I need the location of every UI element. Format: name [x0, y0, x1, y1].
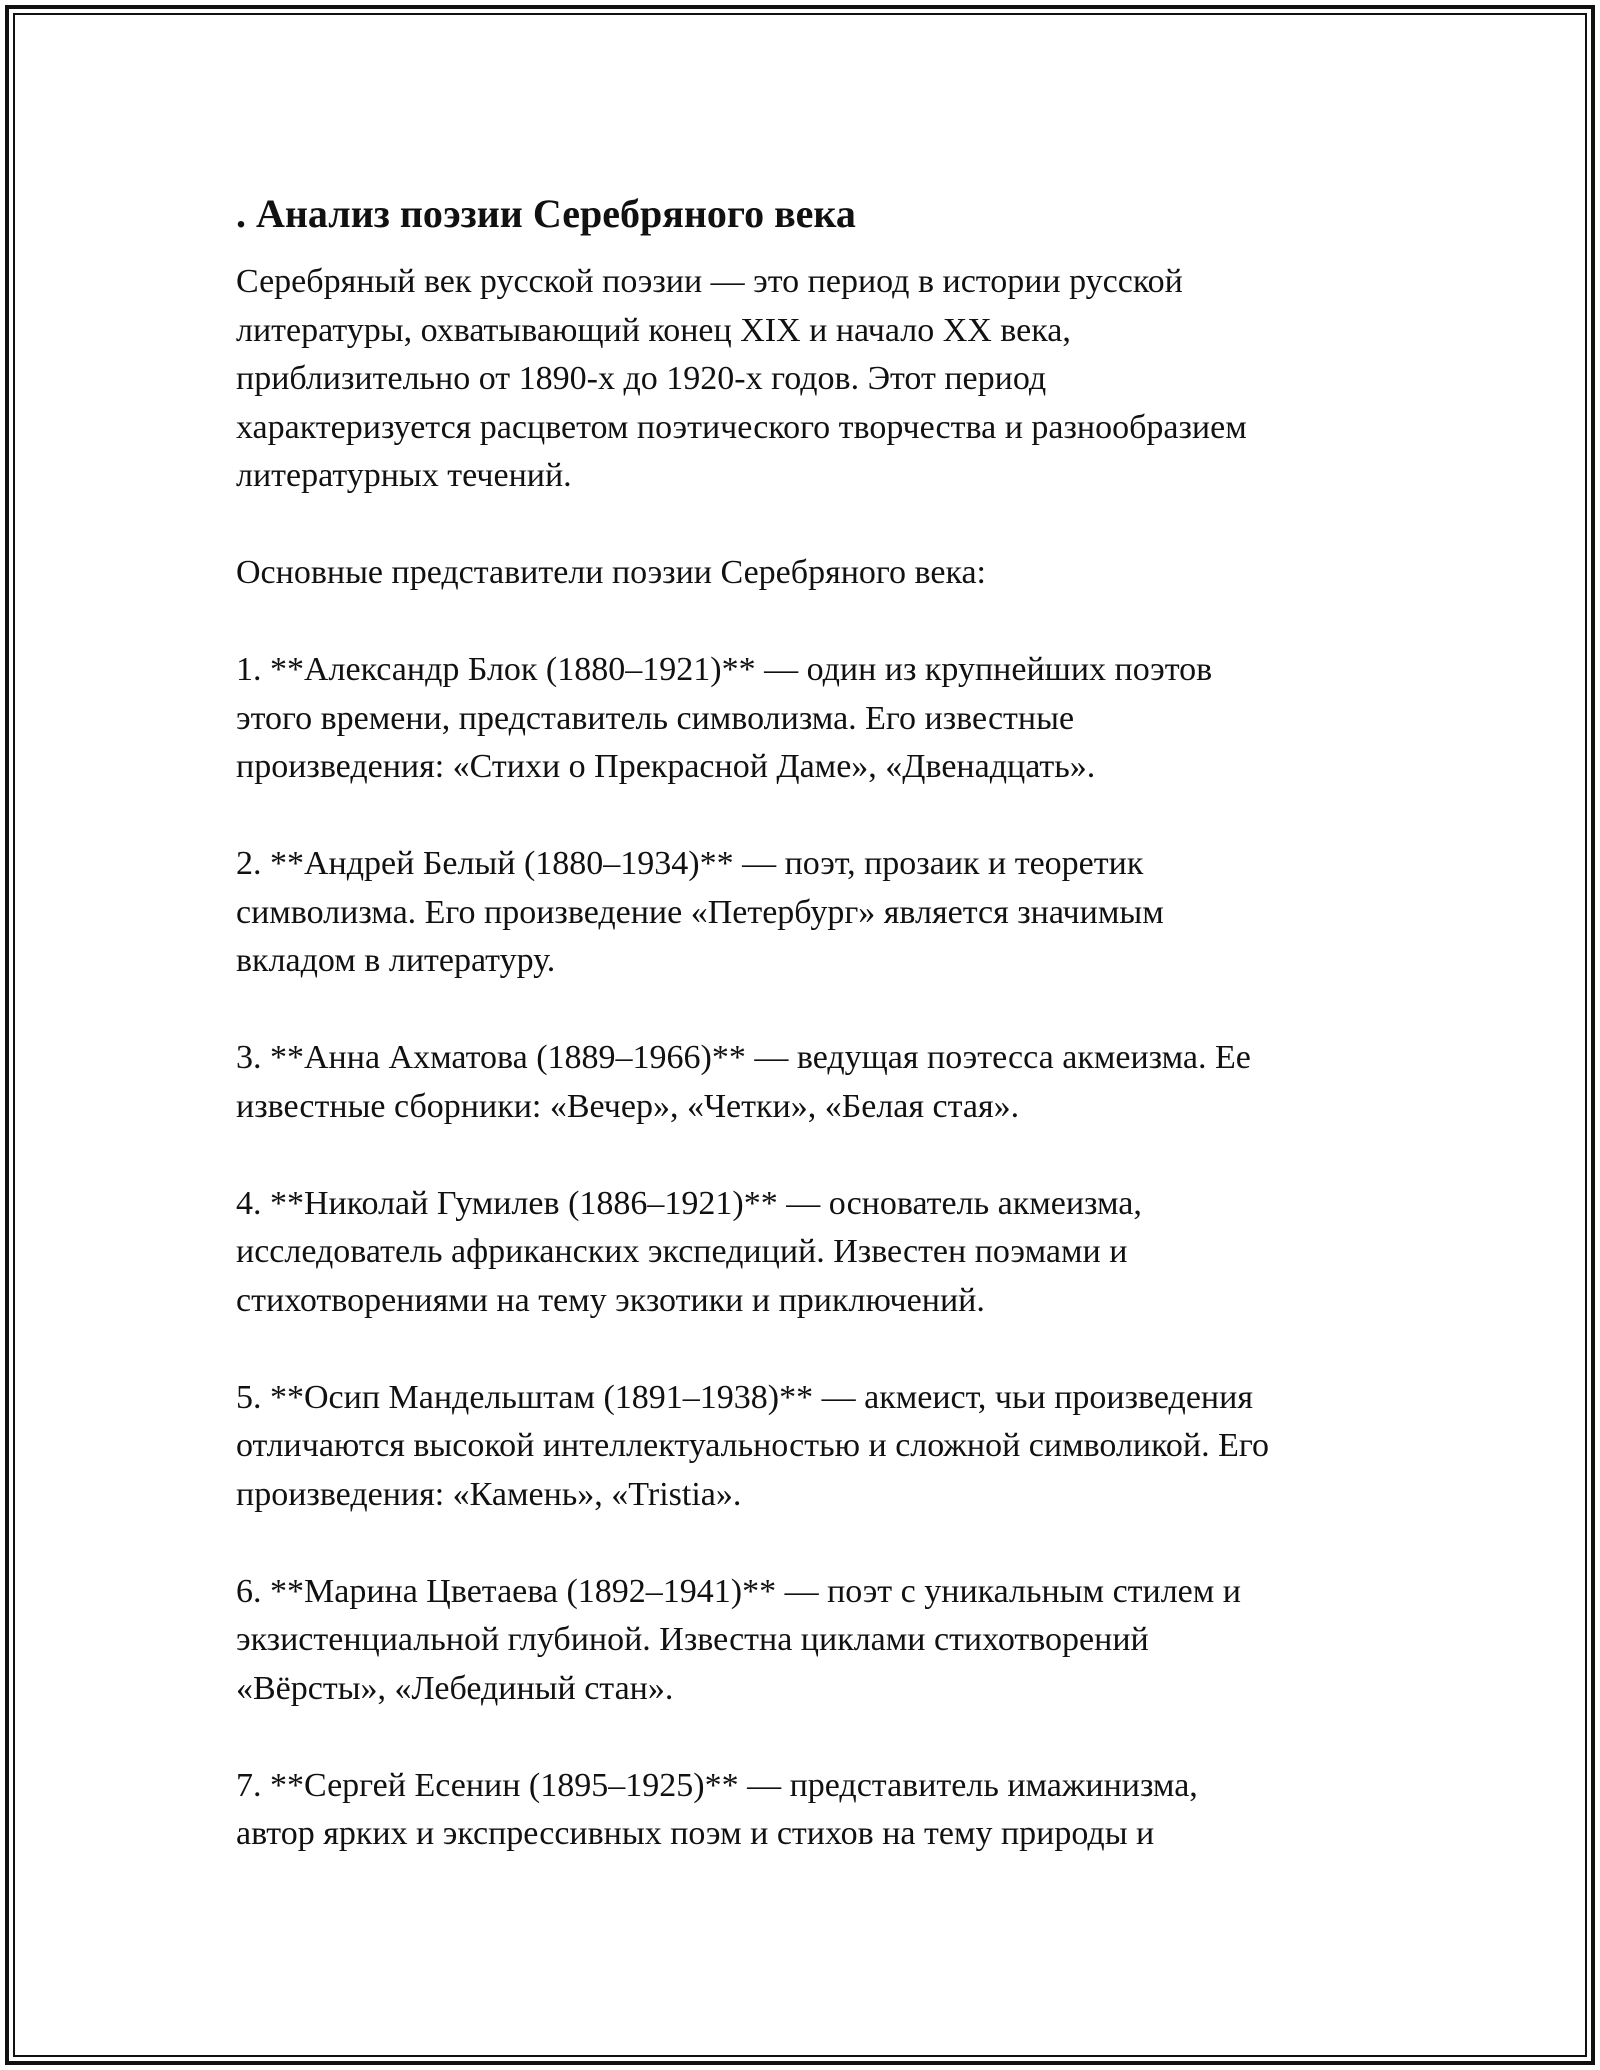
- intro-paragraph: [236, 258, 1366, 501]
- text-line: характеризуется расцветом поэтического творчества и разнообразием: [236, 408, 1247, 446]
- text-line: этого времени, представитель символизма. Его известные: [236, 699, 1075, 737]
- paragraph-gap: [236, 1325, 1366, 1374]
- text-line: вкладом в литературу.: [236, 942, 556, 979]
- text-line: исследователь африканских экспедиций. Известен поэмами и: [236, 1233, 1128, 1270]
- text-line: произведения: «Камень», «Tristia».: [236, 1475, 742, 1513]
- list-item-bely: [236, 840, 1366, 986]
- document-title: . Анализ поэзии Серебряного века: [236, 191, 856, 236]
- list-item-esenin: [236, 1762, 1366, 1859]
- text-line: литературы, охватывающий конец XIX и начало XX века,: [236, 311, 1071, 349]
- paragraph-gap: [236, 501, 1366, 550]
- text-line: 6. **Марина Цветаева (1892–1941)** — поэт с уникальным стилем и: [236, 1572, 1241, 1610]
- representatives-heading: Основные представители поэзии Серебряного века:: [236, 554, 986, 591]
- text-line: 2. **Андрей Белый (1880–1934)** — поэт, прозаик и теоретик: [236, 845, 1144, 882]
- text-line: литературных течений.: [236, 457, 572, 494]
- list-item-tsvetaeva: [236, 1568, 1366, 1714]
- list-item-mandelstam: [236, 1374, 1366, 1520]
- paragraph-gap: [236, 1131, 1366, 1180]
- text-line: приблизительно от 1890-х до 1920-х годов. Этот период: [236, 360, 1047, 397]
- paragraph-gap: [236, 986, 1366, 1035]
- text-line: автор ярких и экспрессивных поэм и стихов на тему природы и: [236, 1815, 1155, 1852]
- text-line: символизма. Его произведение «Петербург» является значимым: [236, 893, 1164, 931]
- list-item-akhmatova: [236, 1034, 1366, 1131]
- text-line: 3. **Анна Ахматова (1889–1966)** — ведущая поэтесса акмеизма. Ее: [236, 1039, 1251, 1076]
- paragraph-gap: [236, 1713, 1366, 1762]
- text-line: Серебряный век русской поэзии — это период в истории русской: [236, 263, 1183, 300]
- document-body: [236, 186, 1366, 1859]
- paragraph-gap: [236, 1519, 1366, 1568]
- text-line: 7. **Сергей Есенин (1895–1925)** — представитель имажинизма,: [236, 1766, 1198, 1804]
- list-item-blok: [236, 646, 1366, 792]
- text-line: отличаются высокой интеллектуальностью и сложной символикой. Его: [236, 1427, 1269, 1464]
- text-line: стихотворениями на тему экзотики и приключений.: [236, 1281, 985, 1319]
- list-item-gumilev: [236, 1180, 1366, 1326]
- text-line: «Вёрсты», «Лебединый стан».: [236, 1669, 674, 1707]
- text-line: известные сборники: «Вечер», «Четки», «Белая стая».: [236, 1087, 1020, 1125]
- text-line: 1. **Александр Блок (1880–1921)** — один из крупнейших поэтов: [236, 651, 1213, 688]
- text-line: экзистенциальной глубиной. Известна циклами стихотворений: [236, 1621, 1149, 1658]
- paragraph-gap: [236, 598, 1366, 647]
- text-line: 5. **Осип Мандельштам (1891–1938)** — акмеист, чьи произведения: [236, 1378, 1253, 1416]
- text-line: произведения: «Стихи о Прекрасной Даме», «Двенадцать».: [236, 748, 1096, 785]
- paragraph-gap: [236, 792, 1366, 841]
- text-line: 4. **Николай Гумилев (1886–1921)** — основатель акмеизма,: [236, 1184, 1142, 1222]
